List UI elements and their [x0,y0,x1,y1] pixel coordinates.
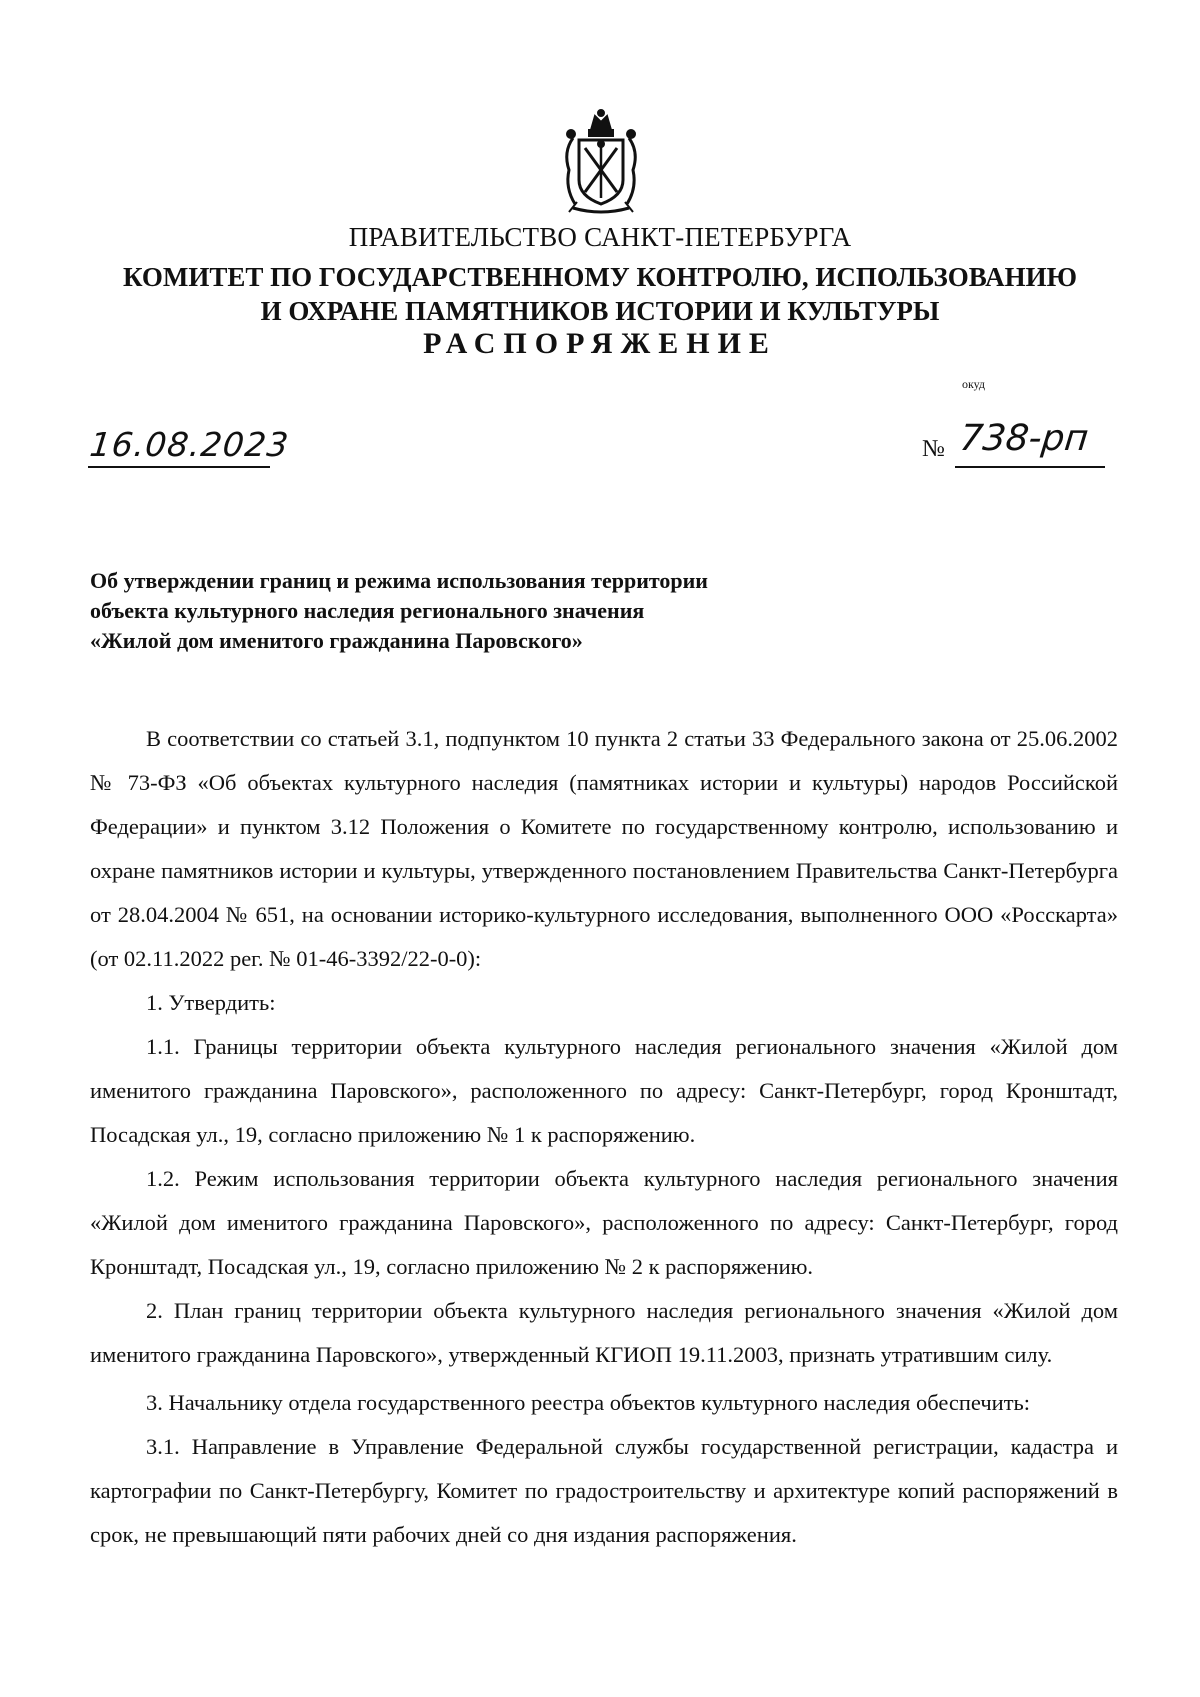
document-number: 738-рп [957,418,1091,459]
body-paragraph-preamble: В соответствии со статьей 3.1, подпунктом 10 пункта 2 статьи 33 Федерального закона от 25.06.2002 № 73-ФЗ «Об объектах культурного наследия (памятниках истории и культуры) народов Российской Федерации» и пунктом 3.12 Положения о Комитете по государственному контролю, использованию и охране памятников истории и культуры, утвержденного постановлением Правительства Санкт-Петербурга от 28.04.2004 № 651, на основании историко-культурного исследования, выполненного ООО «Росскарта» (от 02.11.2022 рег. № 01-46-3392/22-0-0): [90,726,1118,971]
document-type-title: РАСПОРЯЖЕНИЕ [423,327,777,360]
body-paragraph-1-2: 1.2. Режим использования территории объекта культурного наследия регионального значения «Жилой дом именитого гражданина Паровского», расположенного по адресу: Санкт-Петербург, город Кронштадт, Посадская ул., 19, согласно приложению № 2 к распоряжению. [90,1166,1118,1279]
st-petersburg-coat-of-arms-icon [555,108,647,216]
date-underline [88,466,270,468]
body-paragraph-1-1: 1.1. Границы территории объекта культурного наследия регионального значения «Жилой дом именитого гражданина Паровского», расположенного по адресу: Санкт-Петербург, город Кронштадт, Посадская ул., 19, согласно приложению № 1 к распоряжению. [90,1034,1118,1147]
okud-label: окуд [962,377,986,391]
number-underline [955,466,1105,468]
committee-name [0,260,1200,328]
subject-line-3: «Жилой дом именитого гражданина Паровского» [90,628,583,653]
committee-name-line-2: И ОХРАНЕ ПАМЯТНИКОВ ИСТОРИИ И КУЛЬТУРЫ [260,296,940,326]
subject-line-1: Об утверждении границ и режима использования территории [90,568,708,593]
committee-name-line-1: КОМИТЕТ ПО ГОСУДАРСТВЕННОМУ КОНТРОЛЮ, ИСПОЛЬЗОВАНИЮ [123,262,1077,292]
document-subject [90,566,850,656]
body-paragraph-1: 1. Утвердить: [146,990,276,1015]
document-date: 16.08.2023 [87,425,292,464]
government-name: ПРАВИТЕЛЬСТВО САНКТ-ПЕТЕРБУРГА [348,222,852,252]
document-body [90,717,1118,1557]
number-sign: № [922,436,945,462]
body-paragraph-3: 3. Начальнику отдела государственного реестра объектов культурного наследия обеспечить: [146,1390,1031,1415]
subject-line-2: объекта культурного наследия регионального значения [90,598,645,623]
body-paragraph-2: 2. План границ территории объекта культурного наследия регионального значения «Жилой дом именитого гражданина Паровского», утвержденный КГИОП 19.11.2003, признать утратившим силу. [90,1298,1118,1367]
body-paragraph-3-1: 3.1. Направление в Управление Федеральной службы государственной регистрации, кадастра и картографии по Санкт-Петербургу, Комитет по градостроительству и архитектуре копий распоряжений в срок, не превышающий пяти рабочих дней со дня издания распоряжения. [90,1434,1118,1547]
